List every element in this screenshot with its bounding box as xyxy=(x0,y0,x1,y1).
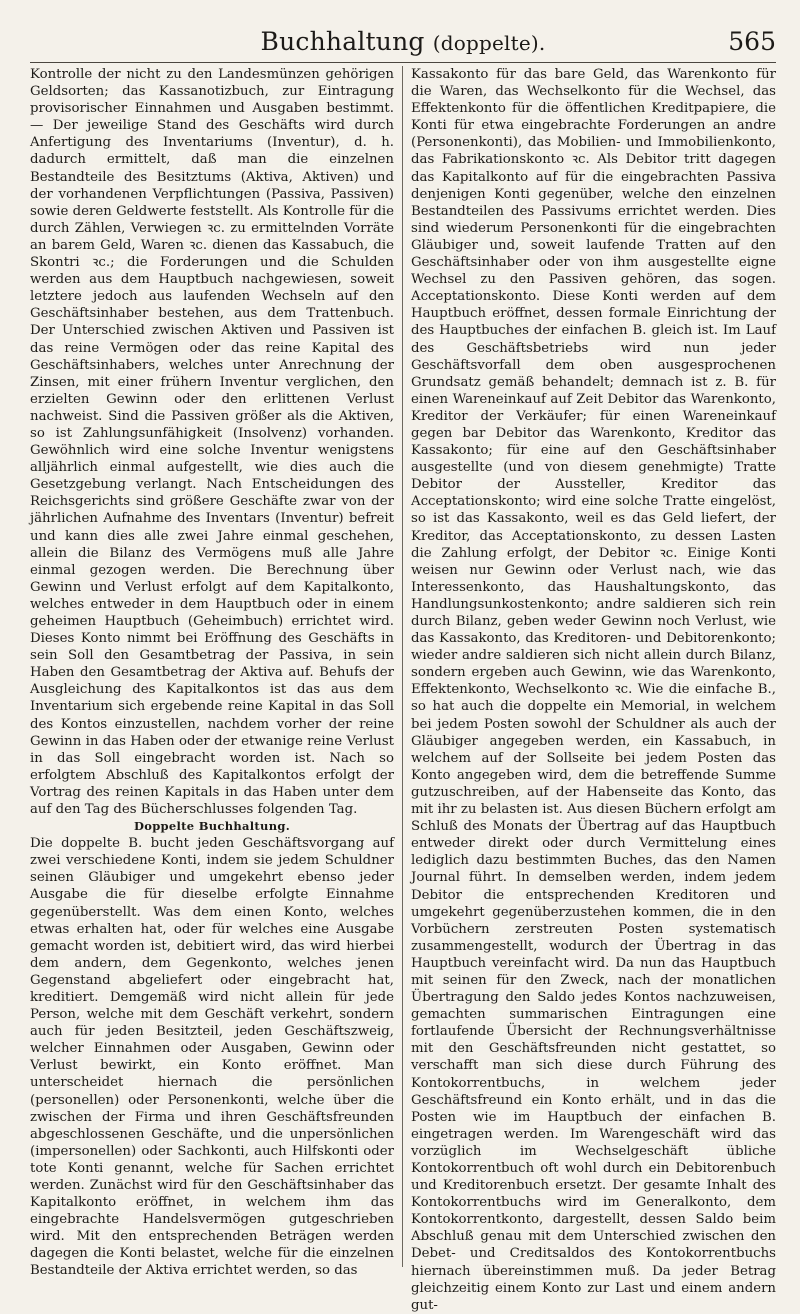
running-head-title: Buchhaltung xyxy=(260,26,425,56)
left-column xyxy=(30,66,403,1279)
right-column xyxy=(403,66,776,1313)
right-paragraph-1: Kassakonto für das bare Geld, das Warenkonto für die Waren, das Wechselkonto für die Wechsel, das Effektenkonto für die öffentlichen Kreditpapiere, die Konti für etwa eingebrachte Forderungen an andre (Personenkonti), das Mobilien- und Immobilienkonto, das Fabrikationskonto ꝛc. Als Debitor tritt dagegen das Kapitalkonto auf für die eingebrachten Passiva denjenigen Konti gegenüber, welche den einzelnen Bestandteilen des Passivums errichtet werden. Dies sind wiederum Personenkonti für die eingebrachten Gläubiger und, soweit laufende Tratten auf den Geschäftsinhaber oder von ihm ausgestellte eigne Wechsel zu den Passiven gehören, das sogen. Acceptationskonto. Diese Konti werden auf dem Hauptbuch eröffnet, dessen formale Einrichtung der des Hauptbuches der einfachen B. gleich ist. Im Lauf des Geschäftsbetriebs wird nun jeder Geschäftsvorfall dem oben ausgesprochenen Grundsatz gemäß behandelt; demnach ist z. B. für einen Wareneinkauf auf Zeit Debitor das Warenkonto, Kreditor der Verkäufer; für einen Wareneinkauf gegen bar Debitor das Warenkonto, Kreditor das Kassakonto; für eine auf den Geschäftsinhaber ausgestellte (und von diesem genehmigte) Tratte Debitor der Aussteller, Kreditor das Acceptationskonto; wird eine solche Tratte eingelöst, so ist das Kassakonto, weil es das Geld liefert, der Kreditor, das Acceptationskonto, zu dessen Lasten die Zahlung erfolgt, der Debitor ꝛc. Einige Konti weisen nur Gewinn oder Verlust nach, wie das Interessenkonto, das Haushaltungskonto, das Handlungsunkostenkonto; andre saldieren sich rein durch Bilanz, geben weder Gewinn noch Verlust, wie das Kassakonto, das Kreditoren- und Debitorenkonto; wieder andre saldieren sich nicht allein durch Bilanz, sondern ergeben auch Gewinn, wie das Warenkonto, Effektenkonto, Wechselkonto ꝛc. Wie die einfache B., so hat auch die doppelte ein Memorial, in welchem bei jedem Posten sowohl der Schuldner als auch der Gläubiger angegeben werden, ein Kassabuch, in welchem auf der Sollseite bei jedem Posten das Konto angegeben wird, dem die betreffende Summe gutzuschreiben, auf der Habenseite das Konto, das mit ihr zu belasten ist. Aus diesen Büchern erfolgt am Schluß des Monats der Übertrag auf das Hauptbuch entweder direkt oder durch Vermittelung eines lediglich dazu bestimmten Buches, das den Namen Journal führt. In demselben werden, indem jedem Debitor die entsprechenden Kreditoren und umgekehrt gegenüberzustehen kommen, die in den Vorbüchern zerstreuten Posten systematisch zusammengestellt, wodurch der Übertrag in das Hauptbuch vereinfacht wird. Da nun das Hauptbuch mit seinen für den Zweck, nach der monatlichen Übertragung den Saldo jedes Kontos nachzuweisen, gemachten summarischen Eintragungen eine fortlaufende Übersicht der Rechnungsverhältnisse mit den Geschäftsfreunden nicht gestattet, so verschafft man sich diese durch Führung des Kontokorrentbuchs, in welchem jeder Geschäftsfreund ein Konto erhält, und in das die Posten wie im Hauptbuch der einfachen B. eingetragen werden. Im Warengeschäft wird das vorzüglich im Wechselgeschäft übliche Kontokorrentbuch oft wohl durch ein Debitorenbuch und Kreditorenbuch ersetzt. Der gesamte Inhalt des Kontokorrentbuchs wird im Generalkonto, dem Kontokorrentkonto, dargestellt, dessen Saldo beim Abschluß genau mit dem Unterschied zwischen den Debet- und Creditsaldos des Kontokorrentbuchs hiernach übereinstimmen muß. Da jeder Betrag gleichzeitig einem Konto zur Last und einem andern gut- xyxy=(411,67,776,1313)
running-head-subtitle: (doppelte). xyxy=(432,30,546,55)
text-columns xyxy=(30,66,776,1313)
section-subheading: Doppelte Buchhaltung. xyxy=(133,819,291,834)
left-paragraph-2: Die doppelte B. bucht jeden Geschäftsvorgang auf zwei verschiedene Konti, indem sie jedem Schuldner seinen Gläubiger und umgekehrt ebenso jeder Ausgabe die für dieselbe erfolgte Einnahme gegenüberstellt. Was dem einen Konto, welches etwas erhalten hat, oder für welches eine Ausgabe gemacht worden ist, debitiert wird, das wird hierbei dem andern, dem Gegenkonto, welches jenen Gegenstand abgeliefert oder eingebracht hat, kreditiert. Demgemäß wird nicht allein für jede Person, welche mit dem Geschäft verkehrt, sondern auch für jeden Besitzteil, jeden Geschäftszweig, welcher Einnahmen oder Ausgaben, Gewinn oder Verlust bewirkt, ein Konto eröffnet. Man unterscheidet hiernach die persönlichen (personellen) oder Personenkonti, welche über die zwischen der Firma und ihren Geschäftsfreunden abgeschlossenen Geschäfte, und die unpersönlichen (impersonellen) oder Sachkonti, auch Hilfskonti oder tote Konti genannt, welche für Sachen errichtet werden. Zunächst wird für den Geschäftsinhaber das Kapitalkonto eröffnet, in welchem ihm das eingebrachte Handelsvermögen gutgeschrieben wird. Mit den entsprechenden Beträgen werden dagegen die Konti belastet, welche für die einzelnen Bestandteile der Aktiva errichtet werden, so das xyxy=(30,836,394,1279)
page-header xyxy=(30,20,776,63)
page-number: 565 xyxy=(728,26,776,56)
running-head xyxy=(30,27,776,56)
left-paragraph-1: Kontrolle der nicht zu den Landesmünzen gehörigen Geldsorten; das Kassanotizbuch, zur Eintragung provisorischer Einnahmen und Ausgaben bestimmt. — Der jeweilige Stand des Geschäfts wird durch Anfertigung des Inventariums (Inventur), d. h. dadurch ermittelt, daß man die einzelnen Bestandteile des Besitztums (Aktiva, Aktiven) und der vorhandenen Verpflichtungen (Passiva, Passiven) sowie deren Geldwerte feststellt. Als Kontrolle für die durch Zählen, Verwiegen ꝛc. zu ermittelnden Vorräte an barem Geld, Waren ꝛc. dienen das Kassabuch, die Skontri ꝛc.; die Forderungen und die Schulden werden aus dem Hauptbuch nachgewiesen, soweit letztere jedoch aus laufenden Wechseln auf den Geschäftsinhaber bestehen, aus dem Trattenbuch. Der Unterschied zwischen Aktiven und Passiven ist das reine Vermögen oder das reine Kapital des Geschäftsinhabers, welches unter Anrechnung der Zinsen, mit einer frühern Inventur verglichen, den erzielten Gewinn oder den erlittenen Verlust nachweist. Sind die Passiven größer als die Aktiven, so ist Zahlungsunfähigkeit (Insolvenz) vorhanden. Gewöhnlich wird eine solche Inventur wenigstens alljährlich einmal aufgestellt, wie dies auch die Gesetzgebung verlangt. Nach Entscheidungen des Reichsgerichts sind größere Geschäfte zwar von der jährlichen Aufnahme des Inventars (Inventur) befreit und kann dies alle zwei Jahre einmal geschehen, allein die Bilanz des Vermögens muß alle Jahre einmal gezogen werden. Die Berechnung über Gewinn und Verlust erfolgt auf dem Kapitalkonto, welches entweder in dem Hauptbuch oder in einem geheimen Hauptbuch (Geheimbuch) errichtet wird. Dieses Konto nimmt bei Eröffnung des Geschäfts in sein Soll den Gesamtbetrag der Passiva, in sein Haben den Gesamtbetrag der Aktiva auf. Behufs der Ausgleichung des Kapitalkontos ist das aus dem Inventarium sich ergebende reine Kapital in das Soll des Kontos einzustellen, nachdem vorher der reine Gewinn in das Haben oder der etwanige reine Verlust in das Soll eingebracht worden ist. Nach so erfolgtem Abschluß des Kapitalkontos erfolgt der Vortrag des reinen Kapitals in das Haben unter dem auf den Tag des Bücherschlusses folgenden Tag. xyxy=(30,67,394,818)
